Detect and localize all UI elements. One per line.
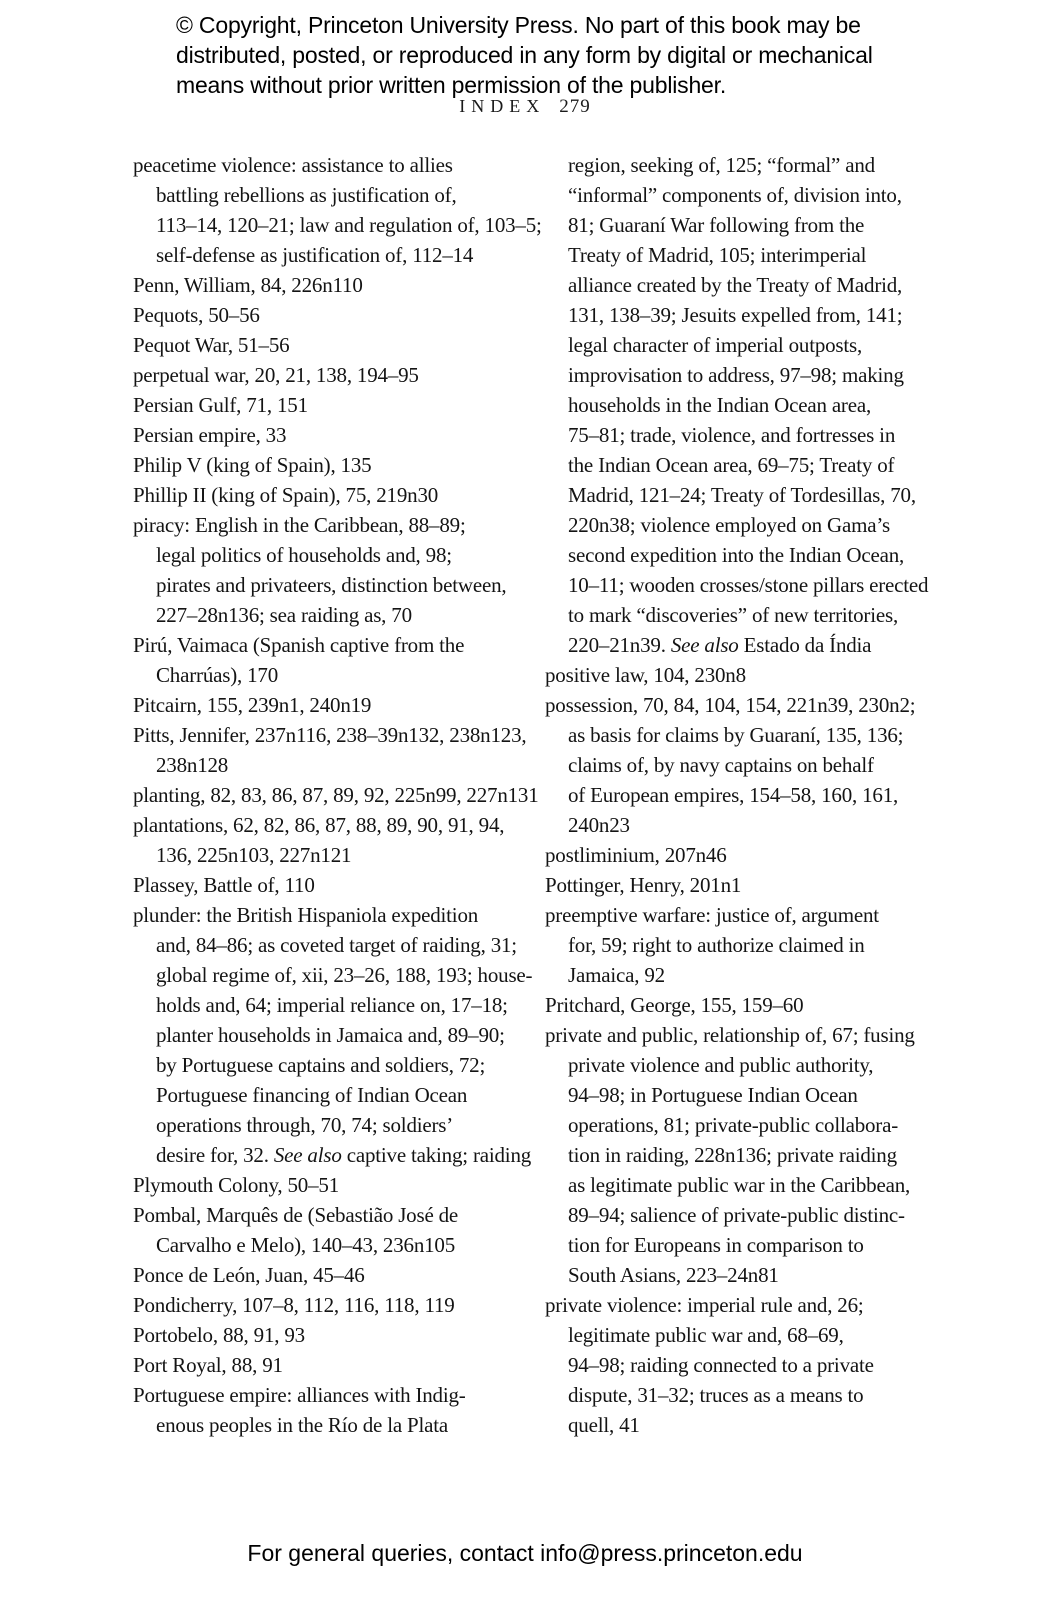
index-line — [133, 330, 538, 360]
index-line — [133, 1320, 538, 1350]
index-line-segment: postliminium, 207n46 — [545, 843, 727, 867]
index-line — [133, 720, 538, 750]
index-line-segment: operations, 81; private-public collabora- — [568, 1113, 899, 1137]
index-line-segment: Plymouth Colony, 50–51 — [133, 1173, 340, 1197]
index-line — [133, 180, 538, 210]
index-line-segment: peacetime violence: assistance to allies — [133, 153, 453, 177]
index-column-right — [545, 150, 950, 1440]
index-line-segment: piracy: English in the Caribbean, 88–89; — [133, 513, 466, 537]
index-line — [133, 690, 538, 720]
index-line-segment: pirates and privateers, distinction between, — [156, 573, 507, 597]
index-line-italic-segment: See also — [670, 633, 739, 657]
copyright-line-1: © Copyright, Princeton University Press. No part of this book may be — [176, 12, 861, 38]
index-line — [545, 390, 950, 420]
index-line-segment: 131, 138–39; Jesuits expelled from, 141; — [568, 303, 903, 327]
index-line-segment: Penn, William, 84, 226n110 — [133, 273, 363, 297]
index-line-segment: as legitimate public war in the Caribbean, — [568, 1173, 911, 1197]
index-line-segment: operations through, 70, 74; soldiers’ — [156, 1113, 454, 1137]
index-line-segment: plantations, 62, 82, 86, 87, 88, 89, 90, 91, 94, — [133, 813, 505, 837]
index-line-segment: Portobelo, 88, 91, 93 — [133, 1323, 305, 1347]
index-line — [545, 180, 950, 210]
index-line — [545, 1230, 950, 1260]
index-line-segment: dispute, 31–32; truces as a means to — [568, 1383, 864, 1407]
index-line-segment: planter households in Jamaica and, 89–90; — [156, 1023, 505, 1047]
index-line — [133, 750, 538, 780]
index-line-segment: self-defense as justification of, 112–14 — [156, 243, 474, 267]
index-line-segment: 89–94; salience of private-public distinc- — [568, 1203, 905, 1227]
index-line-segment: tion for Europeans in comparison to — [568, 1233, 864, 1257]
index-line — [545, 1200, 950, 1230]
index-line — [133, 1020, 538, 1050]
index-line — [545, 720, 950, 750]
index-line — [545, 750, 950, 780]
index-line-segment: 113–14, 120–21; law and regulation of, 103–5; — [156, 213, 542, 237]
index-line — [545, 630, 950, 660]
index-title: INDEX — [459, 96, 546, 116]
index-line — [545, 360, 950, 390]
index-line — [133, 540, 538, 570]
index-line-segment: Phillip II (king of Spain), 75, 219n30 — [133, 483, 439, 507]
index-line-segment: Pequot War, 51–56 — [133, 333, 290, 357]
index-line-segment: 94–98; raiding connected to a private — [568, 1353, 874, 1377]
index-line-segment: Pitcairn, 155, 239n1, 240n19 — [133, 693, 372, 717]
index-line — [545, 270, 950, 300]
index-line — [133, 1200, 538, 1230]
index-line-segment: 220n38; violence employed on Gama’s — [568, 513, 890, 537]
index-line — [133, 420, 538, 450]
index-line-segment: enous peoples in the Río de la Plata — [156, 1413, 448, 1437]
index-line — [545, 330, 950, 360]
index-line-segment: of European empires, 154–58, 160, 161, — [568, 783, 899, 807]
index-line-segment: planting, 82, 83, 86, 87, 89, 92, 225n99, 227n131 — [133, 783, 539, 807]
index-line-segment: Jamaica, 92 — [568, 963, 665, 987]
index-line — [545, 210, 950, 240]
index-line-segment: Pottinger, Henry, 201n1 — [545, 873, 742, 897]
index-line — [545, 840, 950, 870]
index-line-segment: households in the Indian Ocean area, — [568, 393, 872, 417]
index-line — [133, 630, 538, 660]
index-line — [133, 390, 538, 420]
index-line-segment: the Indian Ocean area, 69–75; Treaty of — [568, 453, 895, 477]
index-line — [133, 600, 538, 630]
index-line-segment: legitimate public war and, 68–69, — [568, 1323, 844, 1347]
index-line — [133, 1350, 538, 1380]
index-line-segment: legal politics of households and, 98; — [156, 543, 452, 567]
index-line-segment: tion in raiding, 228n136; private raiding — [568, 1143, 897, 1167]
index-line — [133, 270, 538, 300]
index-line — [133, 570, 538, 600]
index-line — [545, 810, 950, 840]
index-line-segment: Pirú, Vaimaca (Spanish captive from the — [133, 633, 465, 657]
index-line — [133, 1140, 538, 1170]
index-line — [133, 1110, 538, 1140]
index-line — [133, 1080, 538, 1110]
index-line-segment: Carvalho e Melo), 140–43, 236n105 — [156, 1233, 456, 1257]
index-line — [545, 480, 950, 510]
index-line-segment: quell, 41 — [568, 1413, 640, 1437]
index-line — [545, 1380, 950, 1410]
index-line-segment: captive taking; raiding — [341, 1143, 532, 1167]
index-line — [133, 1170, 538, 1200]
index-line — [133, 150, 538, 180]
index-line-segment: by Portuguese captains and soldiers, 72; — [156, 1053, 486, 1077]
index-line — [133, 510, 538, 540]
index-line — [545, 1050, 950, 1080]
index-line-segment: Persian empire, 33 — [133, 423, 287, 447]
index-line-segment: possession, 70, 84, 104, 154, 221n39, 230n2; — [545, 693, 916, 717]
page-number: 279 — [559, 96, 591, 117]
index-line — [545, 1110, 950, 1140]
index-line — [545, 600, 950, 630]
index-line-segment: private and public, relationship of, 67; fusing — [545, 1023, 915, 1047]
index-line — [545, 930, 950, 960]
index-line-segment: Philip V (king of Spain), 135 — [133, 453, 372, 477]
index-line-segment: Port Royal, 88, 91 — [133, 1353, 283, 1377]
index-line — [133, 930, 538, 960]
index-line — [133, 660, 538, 690]
index-line-segment: Portuguese empire: alliances with Indig- — [133, 1383, 466, 1407]
index-line-segment: Pondicherry, 107–8, 112, 116, 118, 119 — [133, 1293, 455, 1317]
index-line — [545, 1410, 950, 1440]
index-line-segment: Madrid, 121–24; Treaty of Tordesillas, 70, — [568, 483, 916, 507]
index-line-segment: battling rebellions as justification of, — [156, 183, 457, 207]
index-line-segment: Pequots, 50–56 — [133, 303, 260, 327]
index-line — [133, 1380, 538, 1410]
index-line-segment: Plassey, Battle of, 110 — [133, 873, 315, 897]
index-line-segment: positive law, 104, 230n8 — [545, 663, 746, 687]
index-line-segment: global regime of, xii, 23–26, 188, 193; house- — [156, 963, 533, 987]
index-line — [545, 1080, 950, 1110]
index-line — [545, 870, 950, 900]
index-line — [133, 210, 542, 240]
index-line — [133, 300, 538, 330]
index-line — [545, 960, 950, 990]
index-line-segment: private violence and public authority, — [568, 1053, 874, 1077]
index-line-segment: 94–98; in Portuguese Indian Ocean — [568, 1083, 858, 1107]
copyright-line-2: distributed, posted, or reproduced in any form by digital or mechanical — [176, 42, 873, 68]
index-line — [545, 540, 950, 570]
index-line-segment: legal character of imperial outposts, — [568, 333, 863, 357]
index-line — [545, 780, 950, 810]
index-line-segment: and, 84–86; as coveted target of raiding, 31; — [156, 933, 517, 957]
index-line-segment: alliance created by the Treaty of Madrid, — [568, 273, 903, 297]
index-line — [545, 570, 950, 600]
index-line — [133, 480, 538, 510]
index-line — [545, 150, 950, 180]
index-line — [545, 1170, 950, 1200]
index-line-segment: as basis for claims by Guaraní, 135, 136; — [568, 723, 904, 747]
index-line-segment: holds and, 64; imperial reliance on, 17–18; — [156, 993, 508, 1017]
index-line — [545, 990, 950, 1020]
index-line-segment: Charrúas), 170 — [156, 663, 279, 687]
index-line-segment: 227–28n136; sea raiding as, 70 — [156, 603, 412, 627]
index-line — [545, 240, 950, 270]
index-line — [545, 660, 950, 690]
index-line — [545, 1140, 950, 1170]
index-line — [133, 990, 538, 1020]
index-line — [545, 1290, 950, 1320]
index-line — [545, 690, 950, 720]
copyright-line-3: means without prior written permission of the publisher. — [176, 72, 727, 98]
index-line-segment: “informal” components of, division into, — [568, 183, 902, 207]
index-line-segment: 75–81; trade, violence, and fortresses in — [568, 423, 896, 447]
index-line-segment: claims of, by navy captains on behalf — [568, 753, 874, 777]
index-line-segment: perpetual war, 20, 21, 138, 194–95 — [133, 363, 419, 387]
index-line — [133, 900, 538, 930]
index-line-segment: Pritchard, George, 155, 159–60 — [545, 993, 804, 1017]
index-line-segment: Estado da Índia — [738, 633, 872, 657]
index-line-segment: Persian Gulf, 71, 151 — [133, 393, 308, 417]
index-line-segment: for, 59; right to authorize claimed in — [568, 933, 865, 957]
index-line — [133, 450, 538, 480]
index-line-segment: to mark “discoveries” of new territories, — [568, 603, 899, 627]
copyright-notice — [176, 10, 873, 100]
index-line — [133, 360, 538, 390]
index-line-segment: improvisation to address, 97–98; making — [568, 363, 904, 387]
footer-contact: For general queries, contact info@press.princeton.edu — [247, 1540, 803, 1566]
index-line-segment: 238n128 — [156, 753, 229, 777]
index-line-segment: 240n23 — [568, 813, 630, 837]
index-line — [133, 840, 538, 870]
index-line — [133, 810, 538, 840]
index-line-segment: plunder: the British Hispaniola expedition — [133, 903, 479, 927]
index-line-segment: Pitts, Jennifer, 237n116, 238–39n132, 238n123, — [133, 723, 527, 747]
index-line — [133, 780, 538, 810]
index-line — [133, 240, 538, 270]
index-line — [545, 1020, 950, 1050]
index-line — [545, 1320, 950, 1350]
index-line — [133, 1230, 538, 1260]
index-line-segment: desire for, 32. — [156, 1143, 274, 1167]
index-line — [545, 1260, 950, 1290]
index-line — [545, 1350, 950, 1380]
index-line — [545, 900, 950, 930]
index-line-segment: private violence: imperial rule and, 26; — [545, 1293, 864, 1317]
index-line — [133, 1290, 538, 1320]
index-line-segment: Treaty of Madrid, 105; interimperial — [568, 243, 867, 267]
index-line-segment: 81; Guaraní War following from the — [568, 213, 865, 237]
index-line-segment: Portuguese financing of Indian Ocean — [156, 1083, 468, 1107]
index-line-segment: 10–11; wooden crosses/stone pillars erected — [568, 573, 929, 597]
index-line-segment: Ponce de León, Juan, 45–46 — [133, 1263, 365, 1287]
index-line-segment: Pombal, Marquês de (Sebastião José de — [133, 1203, 459, 1227]
index-line-segment: 136, 225n103, 227n121 — [156, 843, 352, 867]
index-line — [545, 300, 950, 330]
index-line-segment: 220–21n39. — [568, 633, 671, 657]
index-line — [133, 960, 538, 990]
index-line — [133, 870, 538, 900]
index-line-segment: second expedition into the Indian Ocean, — [568, 543, 905, 567]
index-line-segment: South Asians, 223–24n81 — [568, 1263, 779, 1287]
index-line — [133, 1260, 538, 1290]
index-heading — [0, 96, 1050, 118]
index-line — [133, 1410, 538, 1440]
index-line — [545, 510, 950, 540]
index-line — [545, 450, 950, 480]
index-line-italic-segment: See also — [273, 1143, 342, 1167]
index-line-segment: preemptive warfare: justice of, argument — [545, 903, 879, 927]
index-line-segment: region, seeking of, 125; “formal” and — [568, 153, 875, 177]
index-line — [545, 420, 950, 450]
index-line — [133, 1050, 538, 1080]
index-column-left — [133, 150, 542, 1440]
